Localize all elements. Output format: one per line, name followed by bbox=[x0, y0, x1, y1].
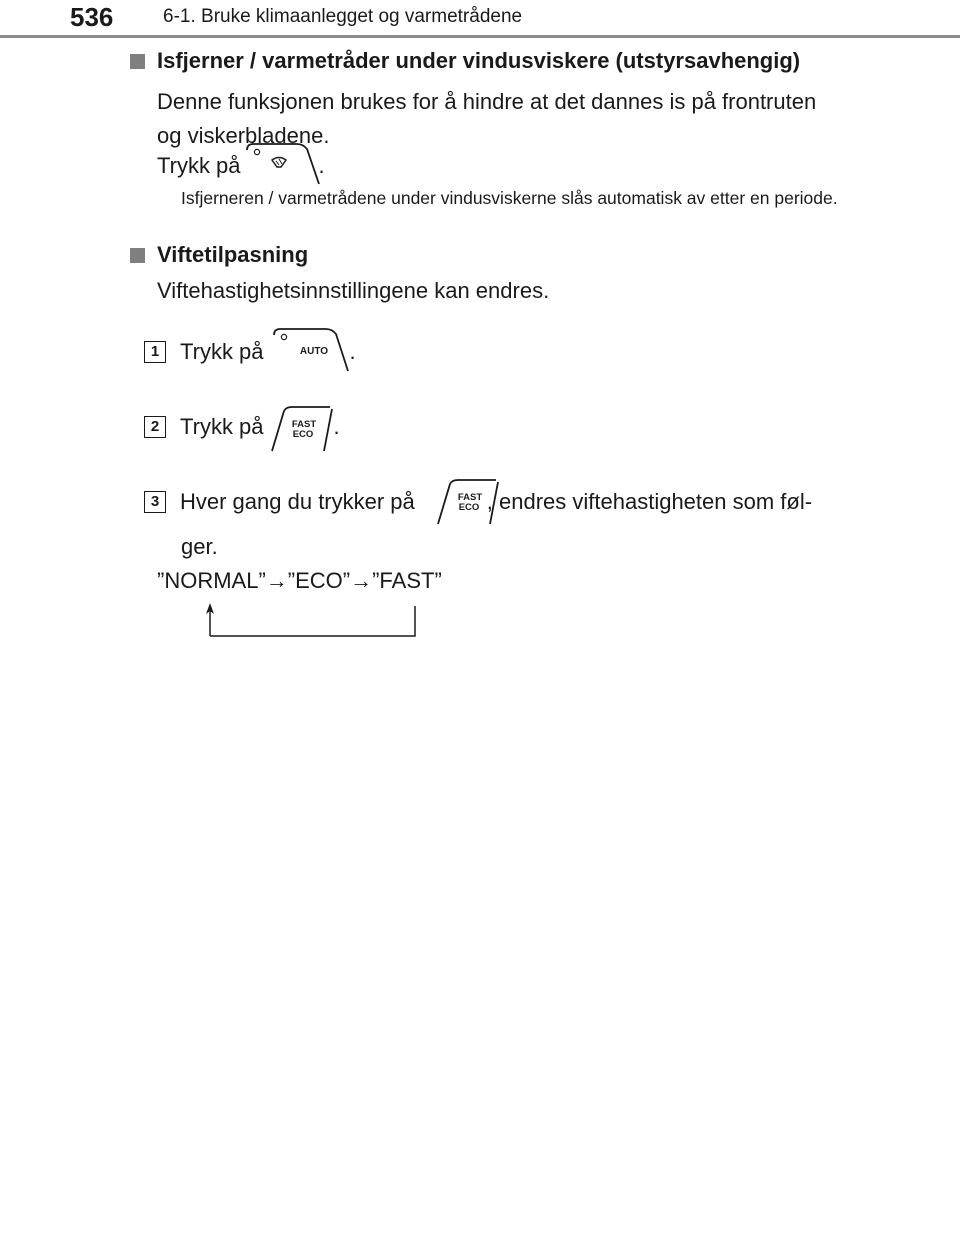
heading-text: Viftetilpasning bbox=[157, 242, 309, 267]
defroster-note: Isfjerneren / varmetrådene under vindusviskerne slås automatisk av etter en periode. bbox=[181, 188, 838, 208]
fast-label: FAST bbox=[457, 492, 483, 503]
section-heading-defroster bbox=[130, 48, 800, 74]
step-3-continuation: ger. bbox=[181, 534, 218, 559]
heading-text: Isfjerner / varmetråder under vindusviskere (utstyrsavhengig) bbox=[157, 48, 801, 73]
fan-description: Viftehastighetsinnstillingene kan endres. bbox=[157, 278, 550, 303]
defroster-description-line1: Denne funksjonen brukes for å hindre at det dannes is på frontruten bbox=[157, 89, 817, 114]
eco-label: ECO bbox=[458, 502, 480, 513]
auto-button-icon bbox=[270, 325, 350, 375]
chapter-title: 6-1. Bruke klimaanlegget og varmetrådene bbox=[163, 6, 523, 27]
step-number-badge: 3 bbox=[144, 491, 166, 513]
square-bullet-icon bbox=[130, 248, 145, 263]
press-suffix: . bbox=[318, 153, 325, 178]
cycle-return-arrow-icon bbox=[195, 600, 425, 640]
windshield-wiper-deicer-icon bbox=[243, 140, 321, 188]
eco-label: ECO bbox=[292, 429, 314, 440]
square-bullet-icon bbox=[130, 54, 145, 69]
step-text: Trykk på . bbox=[180, 339, 356, 364]
fan-mode-sequence: ”NORMAL”→”ECO”→”FAST” bbox=[157, 568, 442, 593]
fast-eco-button-icon bbox=[434, 478, 502, 526]
section-heading-fan bbox=[130, 242, 308, 268]
defroster-description-line2: og viskerbladene. bbox=[157, 123, 330, 148]
auto-button-label: AUTO bbox=[299, 346, 329, 357]
step-text: Trykk på . bbox=[180, 414, 340, 439]
page-number: 536 bbox=[70, 2, 114, 32]
fast-label: FAST bbox=[291, 419, 317, 430]
header-divider bbox=[0, 35, 960, 38]
step-number-badge: 2 bbox=[144, 416, 166, 438]
step-text: Hver gang du trykker på , endres viftehastigheten som føl- bbox=[180, 489, 813, 514]
fast-eco-button-icon bbox=[268, 405, 336, 453]
press-prefix: Trykk på bbox=[157, 153, 241, 178]
step-number-badge: 1 bbox=[144, 341, 166, 363]
